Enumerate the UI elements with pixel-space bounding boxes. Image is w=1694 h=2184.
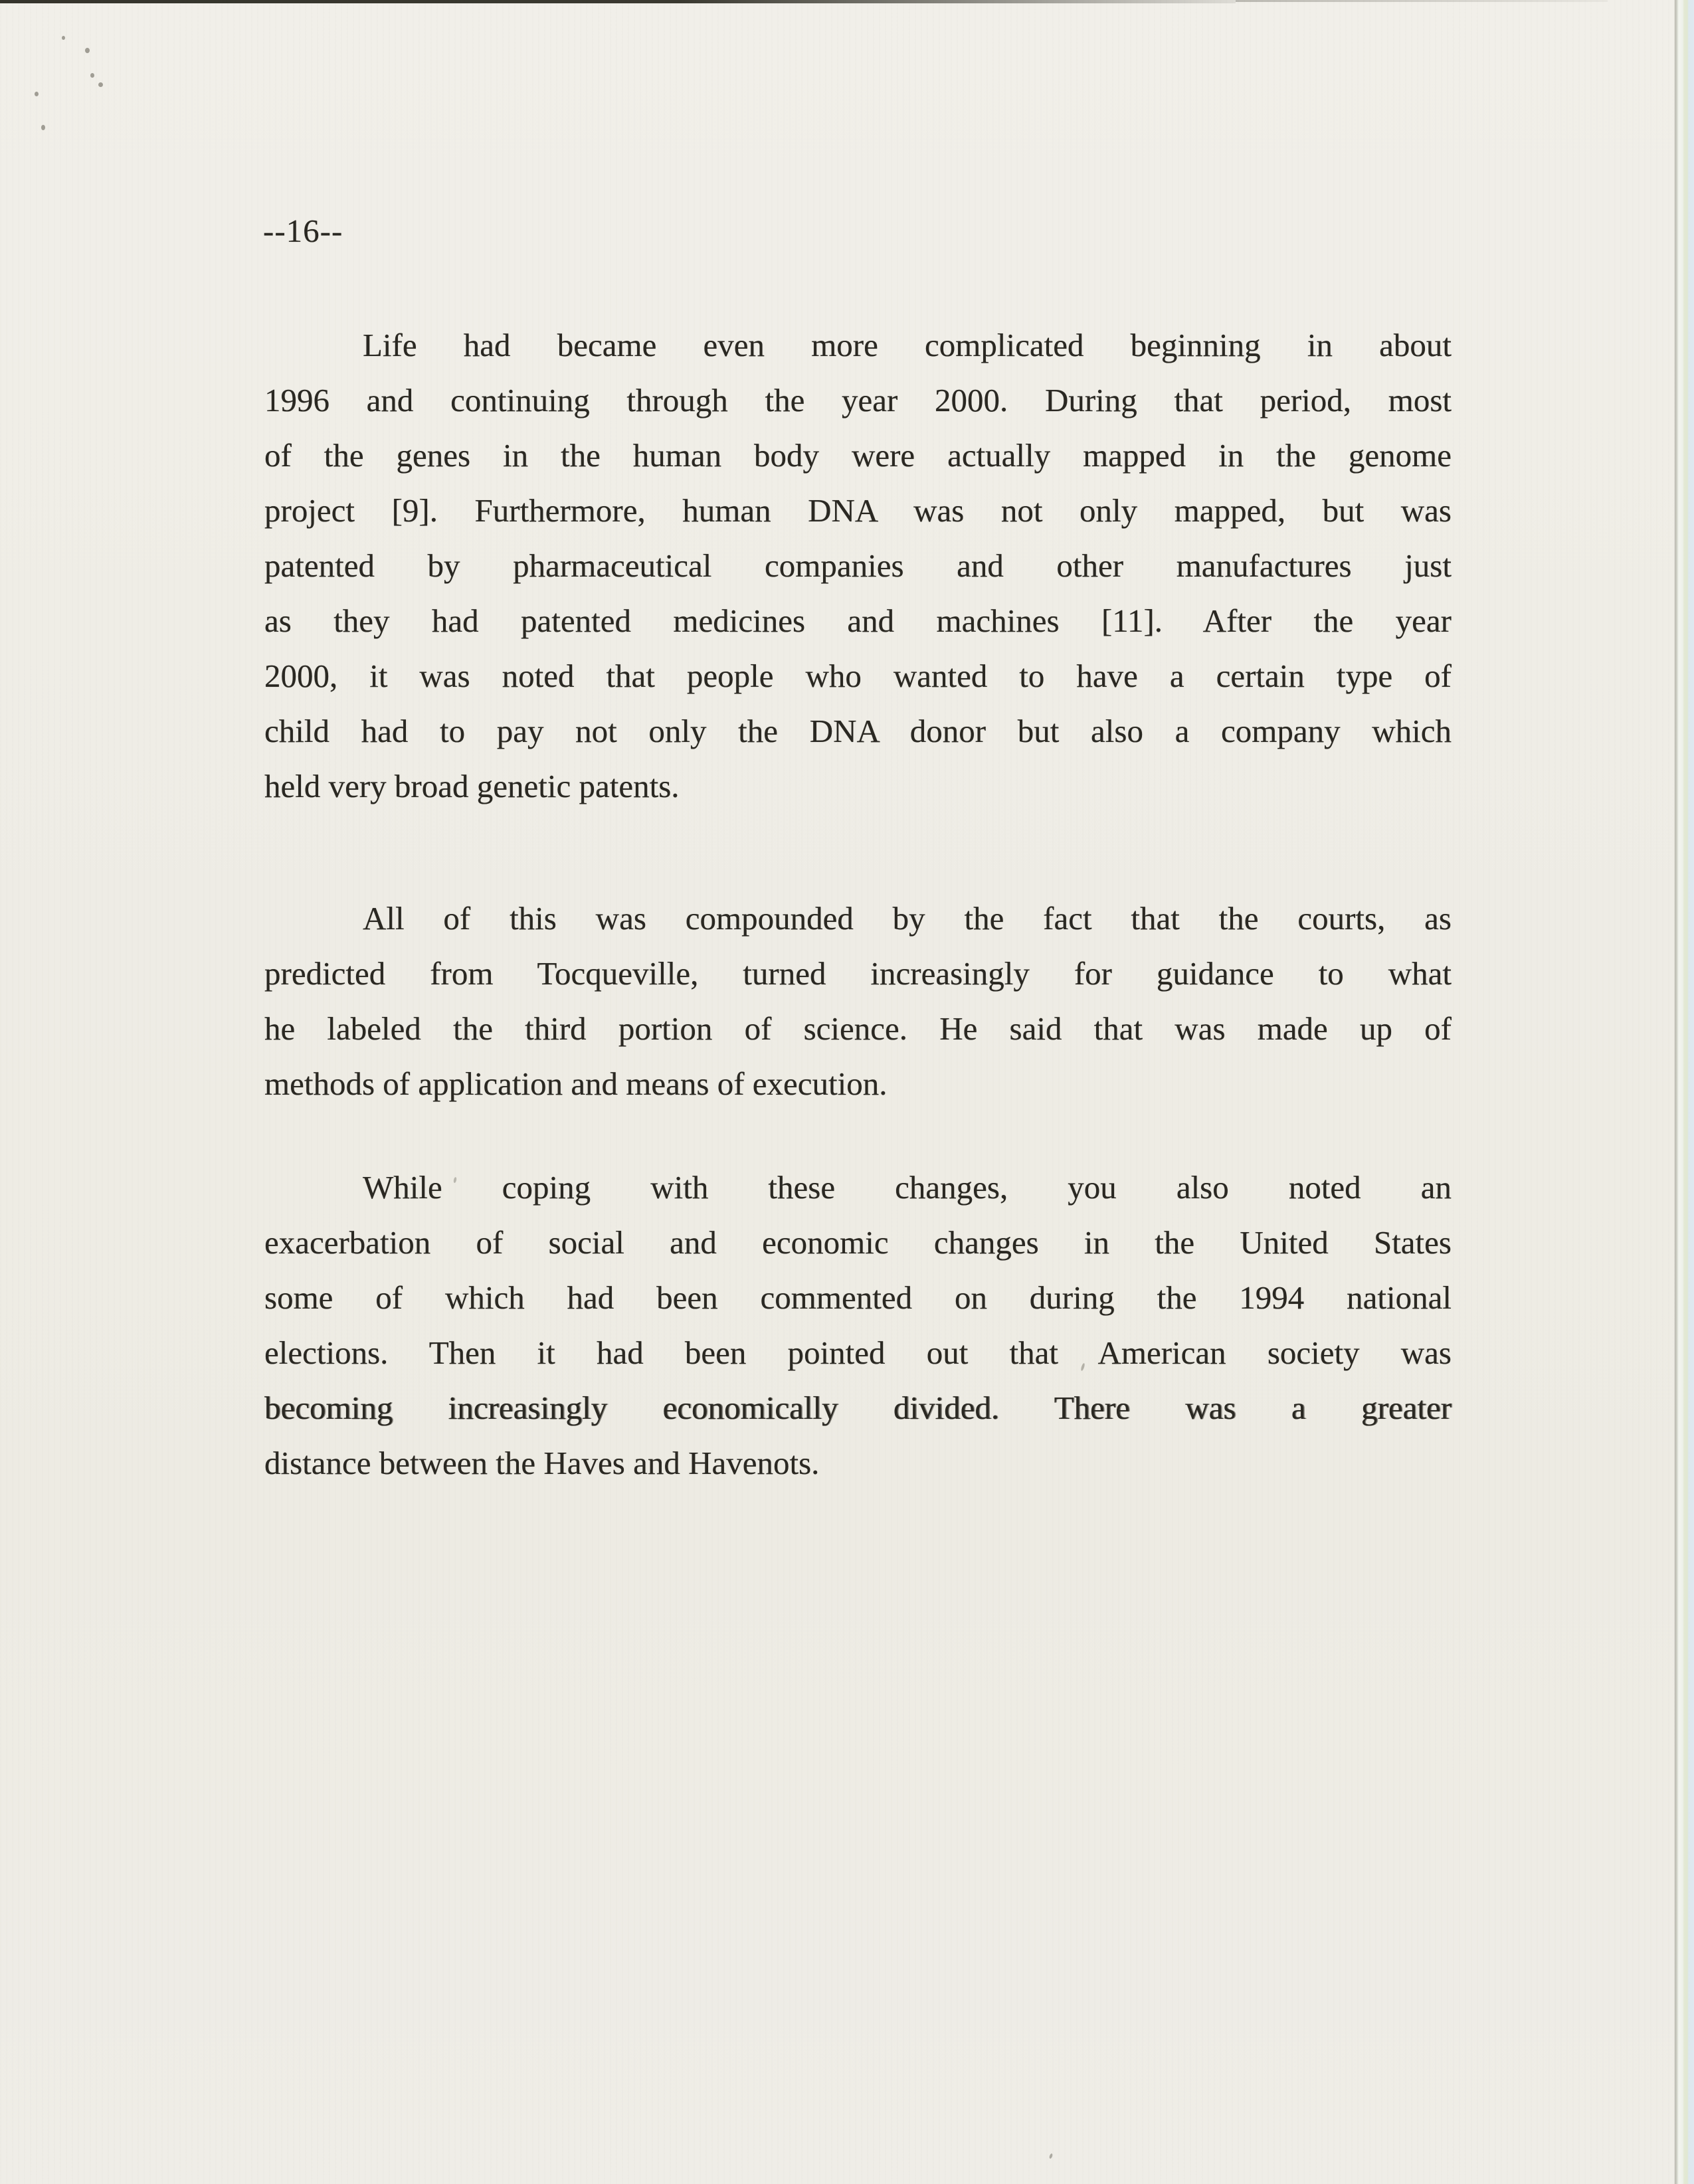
text-line: some of which had been commented on during the 1994 national (264, 1279, 1452, 1316)
paragraph-1 (264, 318, 1452, 814)
text-line: While coping with these changes, you also noted an (363, 1169, 1452, 1206)
text-line: of the genes in the human body were actually mapped in the genome (264, 437, 1452, 474)
text-line: methods of application and means of execution. (264, 1065, 888, 1102)
text-line: held very broad genetic patents. (264, 768, 680, 804)
text-line: predicted from Tocqueville, turned increasingly for guidance to what (264, 955, 1452, 992)
text-line: 1996 and continuing through the year 2000. During that period, most (264, 382, 1452, 418)
text-line: 2000, it was noted that people who wanted to have a certain type of (264, 658, 1452, 694)
page-number: --16-- (263, 213, 343, 249)
scanner-top-edge-line-faint (1236, 0, 1608, 2)
scan-speck (1049, 2153, 1053, 2159)
text-line: as they had patented medicines and machines [11]. After the year (264, 602, 1452, 639)
scanner-top-edge-line (0, 0, 1236, 3)
text-line: he labeled the third portion of science. He said that was made up of (264, 1010, 1452, 1047)
scan-speck (35, 92, 39, 96)
scan-speck (98, 82, 103, 87)
text-line: distance between the Haves and Havenots. (264, 1445, 820, 1481)
scan-speck (62, 36, 65, 40)
text-line: Life had became even more complicated beginning in about (363, 327, 1452, 363)
scan-speck (85, 48, 90, 53)
text-line: becoming increasingly economically divided. There was a greater (264, 1390, 1452, 1426)
scan-speck (41, 125, 45, 130)
scanner-right-edge-strip (1674, 0, 1694, 2184)
text-line: elections. Then it had been pointed out that American society was (264, 1334, 1452, 1371)
text-line: All of this was compounded by the fact that the courts, as (363, 900, 1452, 937)
text-line: exacerbation of social and economic changes in the United States (264, 1224, 1452, 1261)
text-line: patented by pharmaceutical companies and other manufactures just (264, 547, 1452, 584)
paragraph-3 (264, 1160, 1452, 1491)
paragraph-2 (264, 891, 1452, 1111)
text-line: child had to pay not only the DNA donor but also a company which (264, 713, 1452, 749)
scan-speck (90, 73, 94, 78)
text-line: project [9]. Furthermore, human DNA was not only mapped, but was (264, 492, 1452, 529)
